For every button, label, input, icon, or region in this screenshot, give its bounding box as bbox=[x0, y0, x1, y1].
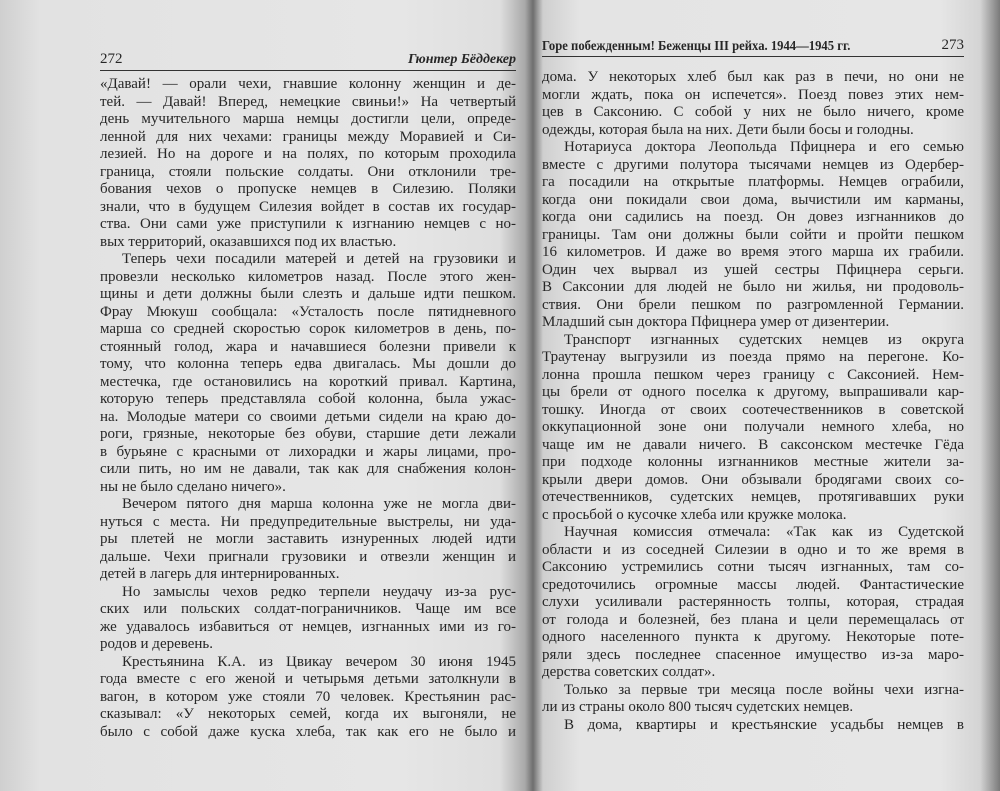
text-line: сили пить, но им не давали, так как для снабжения колон- bbox=[100, 461, 516, 477]
text-line: знали, что в будущем Силезия войдет в состав их государ- bbox=[100, 198, 516, 215]
text-line: с просьбой о кусочке хлеба или кружке молока. bbox=[542, 506, 847, 523]
paragraph bbox=[542, 332, 964, 525]
text-line: Вечером пятого дня марша колонна уже не могла дви- bbox=[122, 496, 516, 512]
text-line: оккупационной зоне они получали немного хлеба, но bbox=[542, 419, 964, 435]
text-line: Один чех вырвал из ушей сестры Пфицнера серьги. bbox=[542, 261, 964, 278]
text-line: тому, что колонна теперь едва двигалась. Мы дошли до bbox=[100, 356, 516, 372]
text-line: день мучительного марша немцы достигли цели, опреде- bbox=[100, 111, 516, 127]
running-head-title: Горе побежденным! Беженцы III рейха. 1944—1945 гг. bbox=[542, 38, 851, 53]
text-line: чаще им не давали ничего. В саксонском местечке Гёда bbox=[542, 436, 964, 453]
paragraph bbox=[542, 524, 964, 682]
text-line: Только за первые три месяца после войны чехи изгна- bbox=[564, 681, 964, 698]
text-line: дома. У некоторых хлеб был как раз в печи, но они не bbox=[542, 69, 964, 85]
text-line: Транспорт изгнанных судетских немцев из округа bbox=[564, 331, 964, 348]
text-line: В дома, квартиры и крестьянские усадьбы немцев в bbox=[564, 716, 964, 733]
text-line: В Саксонии для людей не было ни жилья, ни продоволь- bbox=[542, 279, 964, 295]
text-line: га посадили на открытые платформы. Немцев ограбили, bbox=[542, 174, 964, 190]
text-line: дерства советских солдат». bbox=[542, 664, 716, 680]
text-line: ских или польских солдат-пограничников. Чаще им все bbox=[100, 601, 516, 617]
paragraph bbox=[100, 251, 516, 496]
text-line: лонна прошла пешком через границу с Саксонией. Нем- bbox=[542, 366, 964, 383]
text-line: ры плетей не могли заставить изнуренных людей идти bbox=[100, 531, 516, 547]
text-line: цы брели от одного поселка к другому, выпрашивали кар- bbox=[542, 384, 964, 400]
text-line: было с собой даже куска хлеба, так как его не было и bbox=[100, 723, 516, 740]
text-line: Фрау Мюкуш сообщала: «Усталость после пятидневного bbox=[100, 303, 516, 320]
text-line: ны не было сделано ничего». bbox=[100, 478, 286, 495]
text-line: Но замыслы чехов редко терпели неудачу из-за рус- bbox=[122, 583, 516, 600]
running-head-author: Гюнтер Бёддекер bbox=[407, 52, 516, 67]
text-line: вагон, в котором уже стояли 70 человек. Крестьянин рас- bbox=[100, 688, 516, 705]
text-line: когда они покидали свои дома, вычистили им карманы, bbox=[542, 191, 964, 208]
text-line: когда они садились на поезд. Он довез изгнанников до bbox=[542, 209, 964, 225]
text-line: цев в Саксонию. С собой у них не было ничего, кроме bbox=[542, 104, 964, 120]
text-line: могли ждать, пока он испечется». Поезд повез этих нем- bbox=[542, 86, 964, 103]
text-line: стоянный голод, жара и начавшиеся болезни привели к bbox=[100, 338, 516, 355]
text-line: от голода и болезней, без плана и цели перемещалась от bbox=[542, 611, 964, 628]
text-line: щины и дети должны были слезть и дальше идти пешком. bbox=[100, 286, 516, 302]
text-line: вых территорий, оказавшихся под их властью. bbox=[100, 233, 397, 250]
paragraph bbox=[542, 682, 964, 717]
right-running-header bbox=[542, 36, 964, 57]
page-number-right: 273 bbox=[941, 37, 964, 53]
paragraph bbox=[100, 584, 516, 654]
text-line: местечка, где остановились на короткий привал. Картина, bbox=[100, 373, 516, 390]
text-line: слухи усиливали растерянность толпы, которая, страдая bbox=[542, 594, 964, 610]
text-line: роги, грязные, некоторые без обуви, старшие дети лежали bbox=[100, 426, 516, 442]
paragraph bbox=[542, 139, 964, 332]
text-line: ленной для них чехами: границы между Моравией и Си- bbox=[100, 128, 516, 145]
text-line: родов и деревень. bbox=[100, 636, 214, 652]
text-line: отечественников, судетских немцев, протягивавших руки bbox=[542, 489, 964, 505]
text-line: в бурьяне с красными от лихорадки и жары лицами, про- bbox=[100, 443, 516, 460]
text-line: ряли здесь последнее спасенное имущество из-за маро- bbox=[542, 646, 964, 663]
text-line: граница, стояли польские солдаты. Они отклонили тре- bbox=[100, 163, 516, 180]
paragraph bbox=[100, 496, 516, 584]
text-line: тошку. Иногда от своих соотечественников в советской bbox=[542, 401, 964, 418]
text-line: года вместе с его женой и четырьмя детьми затолкнули в bbox=[100, 671, 516, 687]
right-page-text bbox=[542, 69, 964, 734]
paragraph bbox=[542, 717, 964, 735]
text-line: области и из соседней Силезии в одно и то же время в bbox=[542, 541, 964, 558]
text-line: границы. Там они должны были сойти и пройти пешком bbox=[542, 226, 964, 243]
text-line: детей в лагерь для интернированных. bbox=[100, 566, 340, 582]
text-line: Научная комиссия отмечала: «Так как из Судетской bbox=[564, 524, 964, 540]
text-line: вместе с другими полутора тысячами немцев из Одербер- bbox=[542, 156, 964, 173]
text-line: которую теперь представляла собой колонна, была ужас- bbox=[100, 391, 516, 407]
text-line: же удавалось избавиться от немцев, изгнанных ими из го- bbox=[100, 618, 516, 635]
text-line: средоточились огромные массы людей. Фантастические bbox=[542, 576, 964, 593]
text-line: марша со средней скоростью сорок километров в день, по- bbox=[100, 321, 516, 337]
text-line: Саксонию устремились сотни тысяч изгнанных, там со- bbox=[542, 559, 964, 575]
text-line: лезией. Но на дороге и на полях, по которым проходила bbox=[100, 146, 516, 162]
text-line: нуться с места. Ни предупредительные выстрелы, ни уда- bbox=[100, 513, 516, 530]
text-line: на. Молодые матери со своими детьми сидели на краю до- bbox=[100, 408, 516, 425]
text-line: одного населенного пункта к другому. Некоторые поте- bbox=[542, 629, 964, 645]
text-line: Младший сын доктора Пфицнера умер от дизентерии. bbox=[542, 314, 890, 330]
text-line: Теперь чехи посадили матерей и детей на грузовики и bbox=[122, 251, 516, 267]
text-line: тей. — Давай! Вперед, немецкие свиньи!» На четвертый bbox=[100, 93, 516, 110]
text-line: бования чехов о пропуске немцев в Силезию. Поляки bbox=[100, 181, 516, 197]
page-number-left: 272 bbox=[100, 51, 123, 67]
paragraph bbox=[542, 69, 964, 139]
text-line: крыли двери домов. Они обзывали бродягами своих со- bbox=[542, 471, 964, 488]
text-line: Крестьянина К.А. из Цвикау вечером 30 июня 1945 bbox=[122, 653, 516, 670]
text-line: ства. Они сами уже приступили к изгнанию немцев с но- bbox=[100, 216, 516, 232]
text-line: при подходе колонны изгнанников местные жители за- bbox=[542, 454, 964, 470]
left-running-header bbox=[100, 50, 516, 71]
text-line: дальше. Чехи пригнали грузовики и отвезли женщин и bbox=[100, 548, 516, 565]
paragraph bbox=[100, 76, 516, 251]
text-line: провезли несколько километров назад. После этого жен- bbox=[100, 268, 516, 285]
text-line: сказывал: «У некоторых семей, когда их выгоняли, не bbox=[100, 706, 516, 722]
text-line: Нотариуса доктора Леопольда Пфицнера и его семью bbox=[564, 139, 964, 155]
text-line: Траутенау выгрузили из поезда прямо на перегоне. Ко- bbox=[542, 349, 964, 365]
text-line: ствия. Они брели пешком по разгромленной Германии. bbox=[542, 296, 964, 313]
left-page-text bbox=[100, 76, 516, 741]
text-line: ли из страны около 800 тысяч судетских немцев. bbox=[542, 699, 854, 715]
paragraph bbox=[100, 654, 516, 742]
text-line: «Давай! — орали чехи, гнавшие колонну женщин и де- bbox=[100, 76, 516, 92]
text-line: 16 километров. И даже во время этого марша их грабили. bbox=[542, 244, 964, 260]
text-line: одежды, которая была на них. Дети были босы и голодны. bbox=[542, 121, 914, 138]
